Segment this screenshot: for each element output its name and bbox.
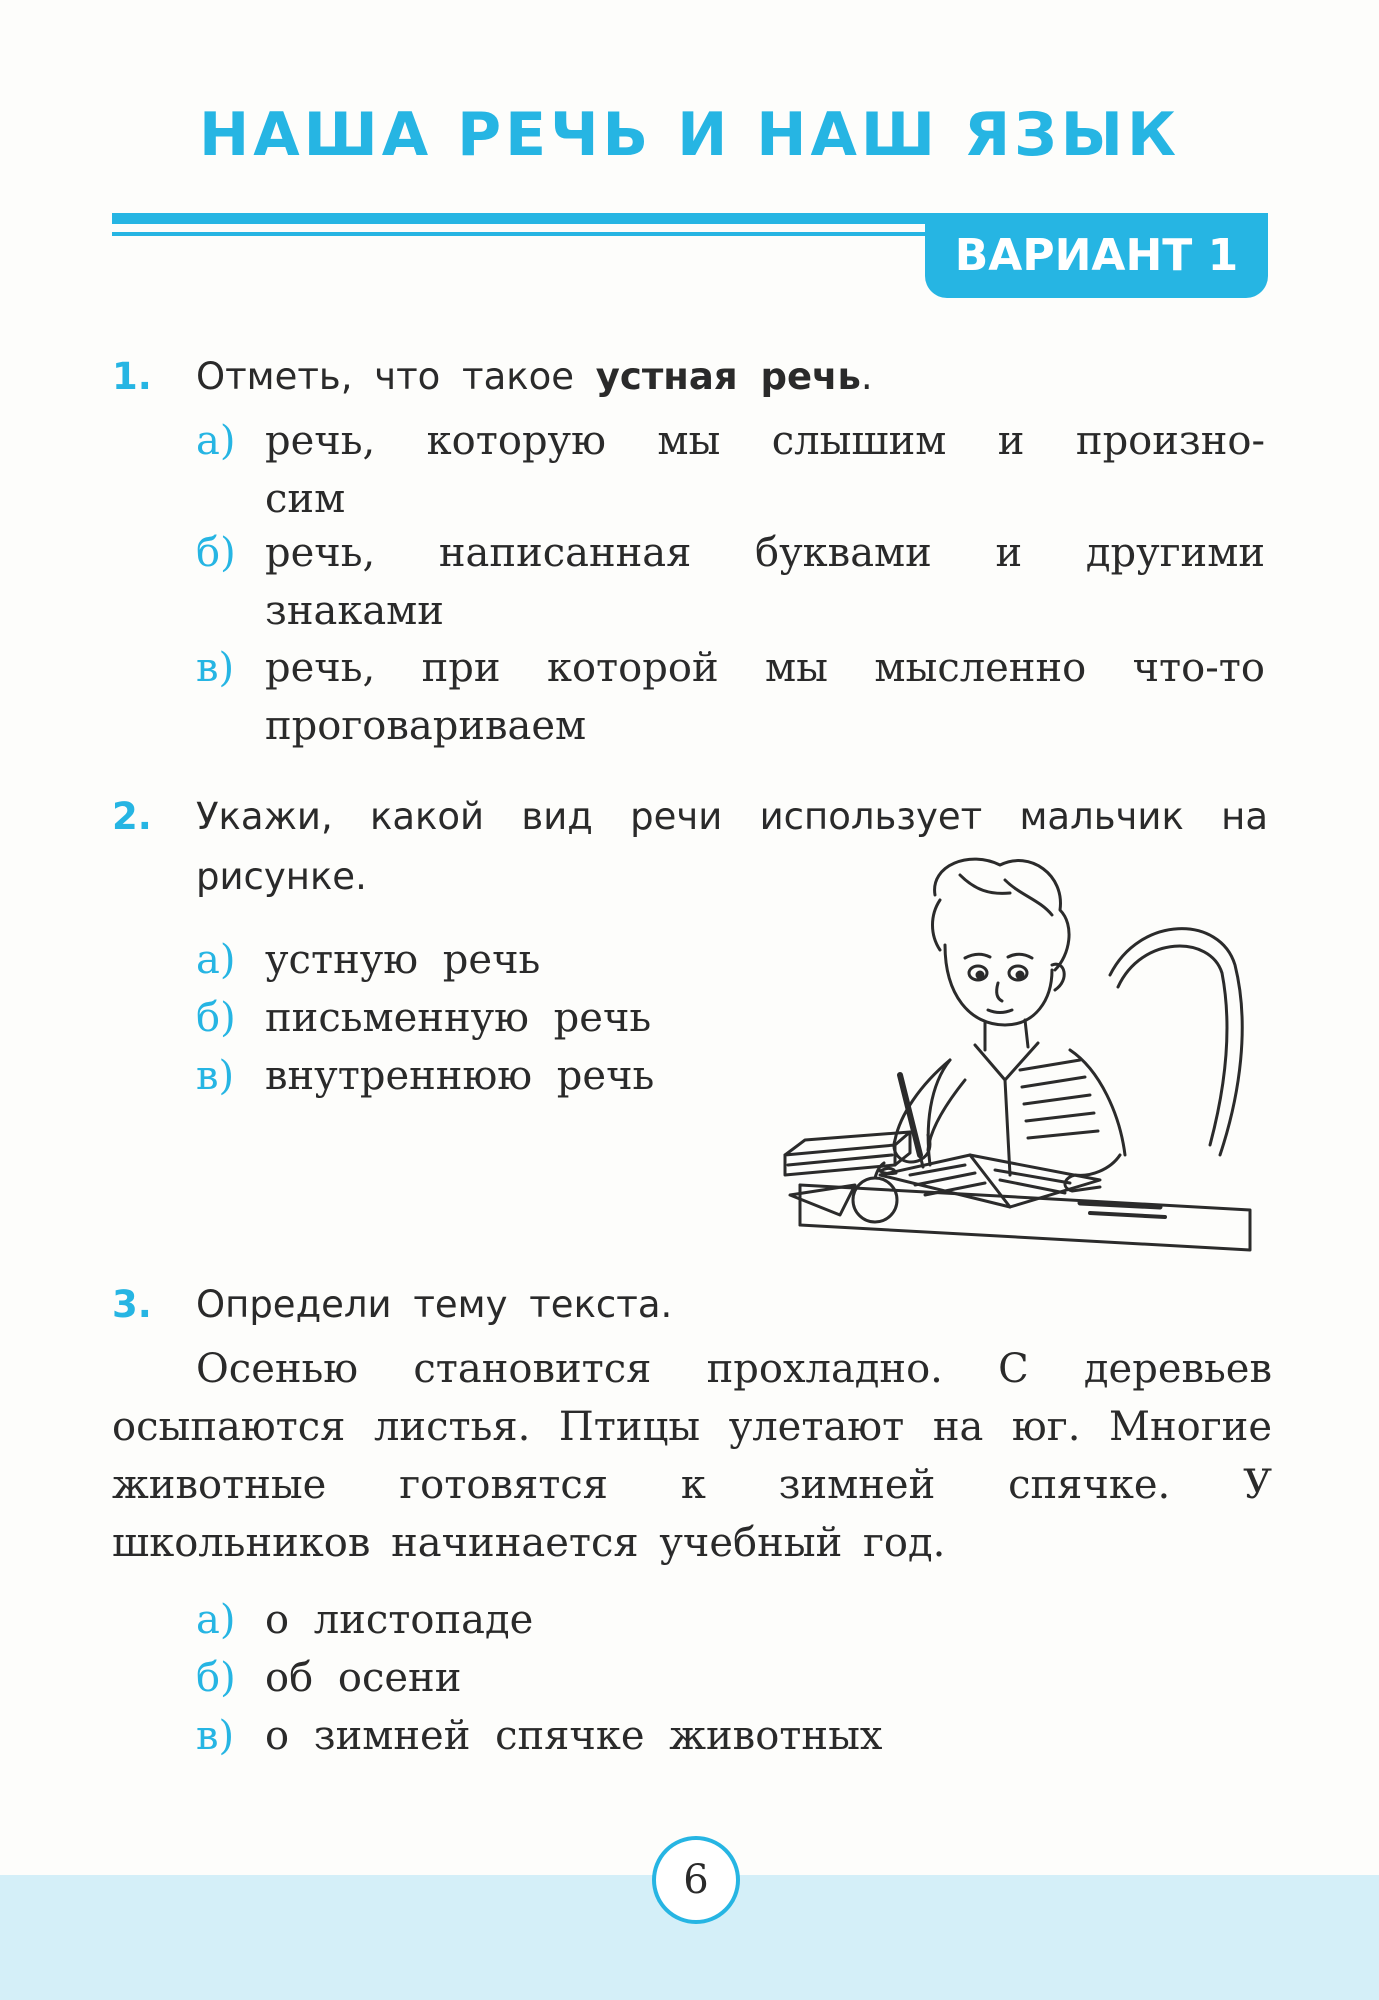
question-3-text: Определи тему текста. bbox=[196, 1283, 673, 1326]
q1-option-c-letter: в) bbox=[196, 645, 235, 691]
q3-option-b-letter: б) bbox=[196, 1655, 236, 1701]
q1-option-c-line2: проговариваем bbox=[265, 703, 587, 749]
page-title: НАША РЕЧЬ И НАШ ЯЗЫК bbox=[199, 100, 1180, 170]
page-number: 6 bbox=[652, 1836, 740, 1924]
q2-option-a-letter: а) bbox=[196, 937, 236, 983]
question-2-line1: Укажи, какой вид речи использует мальчик на bbox=[196, 795, 1268, 838]
q2-option-c-letter: в) bbox=[196, 1053, 235, 1099]
variant-tab: ВАРИАНТ 1 bbox=[925, 213, 1268, 298]
q2-option-a[interactable]: устную речь bbox=[265, 937, 541, 983]
header-rule-thin bbox=[112, 232, 932, 236]
q3-option-a[interactable]: о листопаде bbox=[265, 1597, 534, 1643]
q1-option-a-line1[interactable]: речь, которую мы слышим и произно- bbox=[265, 418, 1265, 464]
q2-option-b[interactable]: письменную речь bbox=[265, 995, 652, 1041]
q1-option-a-line2: сим bbox=[265, 476, 346, 522]
question-3-passage: Осенью становится прохладно. С деревьев осыпаются листья. Птицы улетают на юг. Многие животные готовятся к зимней спячке. У школьников начинается учебный год. bbox=[112, 1346, 1272, 1566]
q3-option-c[interactable]: о зимней спячке животных bbox=[265, 1713, 883, 1759]
question-2-number: 2. bbox=[112, 795, 152, 838]
q3-option-b[interactable]: об осени bbox=[265, 1655, 462, 1701]
question-3-number: 3. bbox=[112, 1283, 152, 1326]
q3-option-a-letter: а) bbox=[196, 1597, 236, 1643]
boy-writing-illustration bbox=[780, 855, 1270, 1265]
question-1-number: 1. bbox=[112, 355, 152, 398]
q1-option-b-line1[interactable]: речь, написанная буквами и другими bbox=[265, 530, 1265, 576]
q1-option-b-letter: б) bbox=[196, 530, 236, 576]
question-1-text: Отметь, что такое устная речь. bbox=[196, 355, 873, 398]
q2-option-c[interactable]: внутреннюю речь bbox=[265, 1053, 655, 1099]
q1-option-b-line2: знаками bbox=[265, 588, 444, 634]
question-2-line2: рисунке. bbox=[196, 855, 367, 898]
q2-option-b-letter: б) bbox=[196, 995, 236, 1041]
q1-option-c-line1[interactable]: речь, при которой мы мысленно что-то bbox=[265, 645, 1265, 691]
q1-option-a-letter: а) bbox=[196, 418, 236, 464]
q3-option-c-letter: в) bbox=[196, 1713, 235, 1759]
